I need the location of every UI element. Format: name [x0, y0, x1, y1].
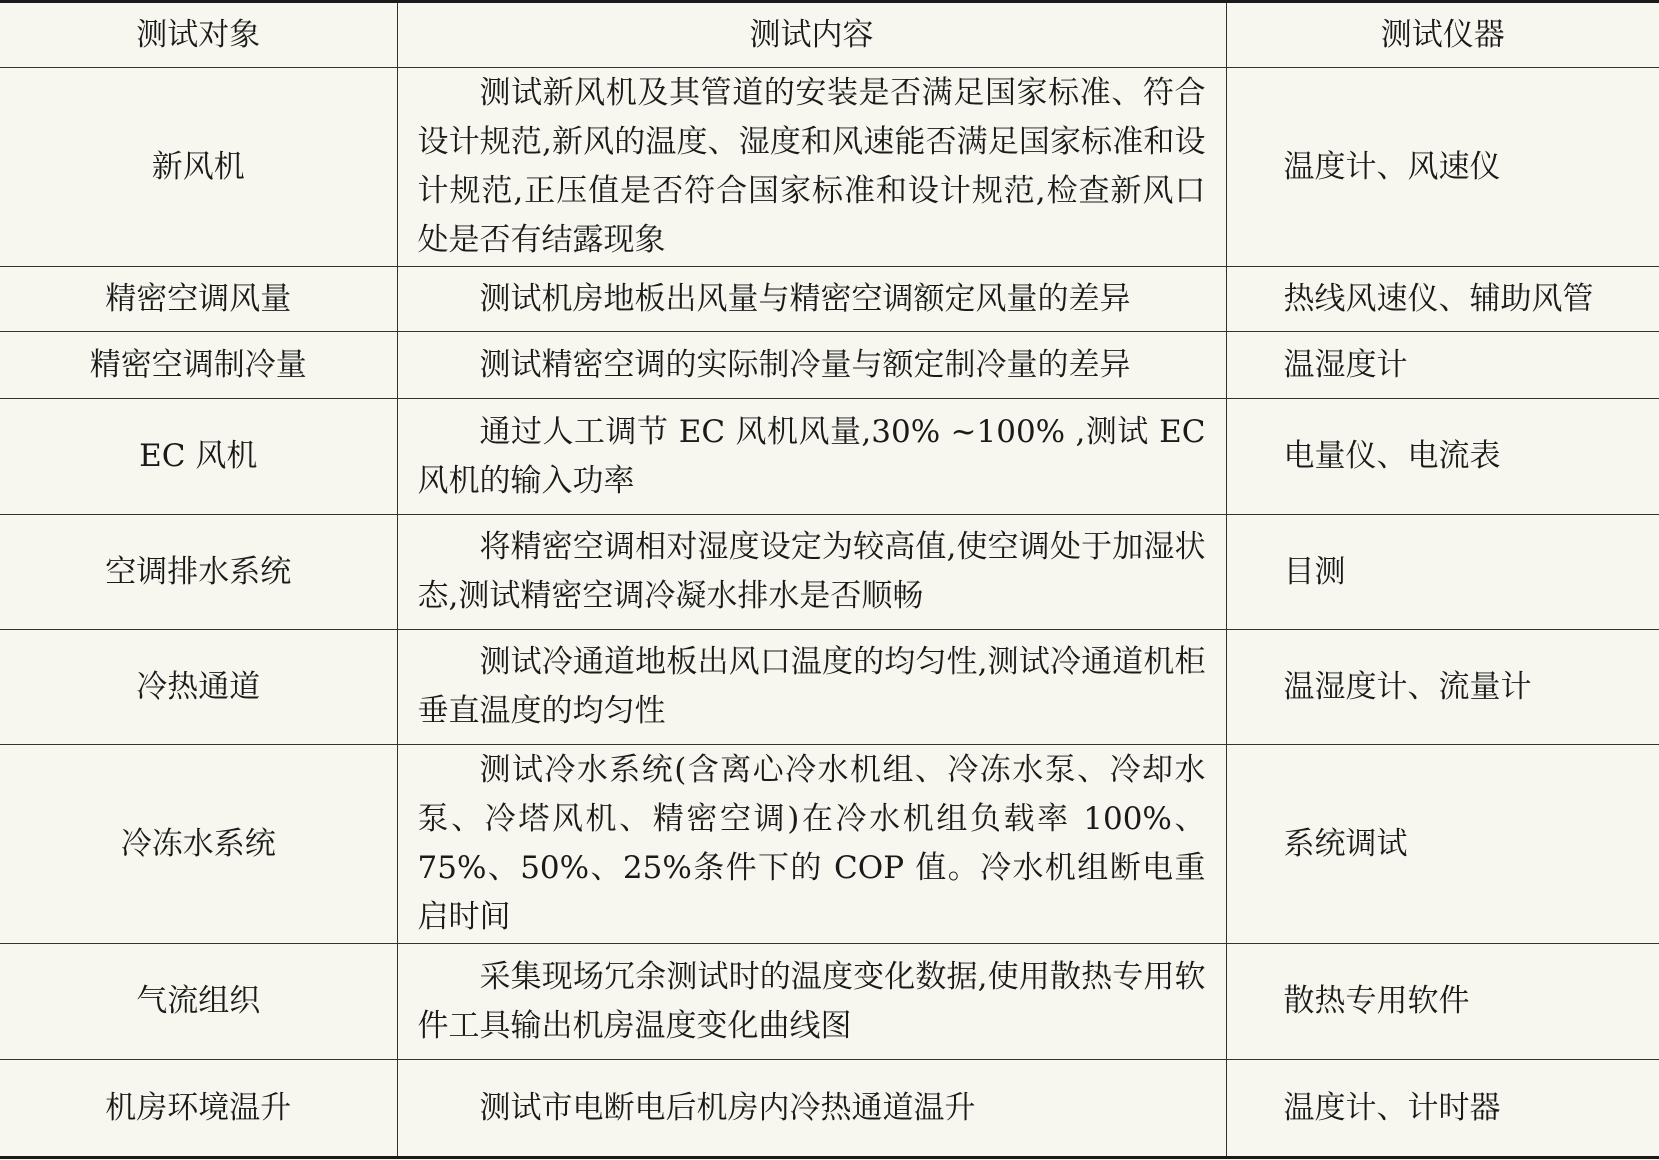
test-content-cell: 测试精密空调的实际制冷量与额定制冷量的差异	[397, 332, 1226, 399]
test-instrument-cell: 系统调试	[1226, 745, 1659, 944]
test-object-cell: 冷热通道	[0, 630, 397, 745]
test-object-cell: 空调排水系统	[0, 515, 397, 630]
test-instrument-cell: 热线风速仪、辅助风管	[1226, 267, 1659, 332]
test-instrument-cell: 温湿度计	[1226, 332, 1659, 399]
test-content-cell: 将精密空调相对湿度设定为较高值,使空调处于加湿状态,测试精密空调冷凝水排水是否顺畅	[397, 515, 1226, 630]
test-object-cell: 机房环境温升	[0, 1060, 397, 1158]
header-test-instrument: 测试仪器	[1226, 2, 1659, 68]
header-test-content: 测试内容	[397, 2, 1226, 68]
header-test-object: 测试对象	[0, 2, 397, 68]
table-row	[0, 630, 1659, 745]
table-row	[0, 267, 1659, 332]
test-content-cell: 测试冷通道地板出风口温度的均匀性,测试冷通道机柜垂直温度的均匀性	[397, 630, 1226, 745]
test-content-cell: 测试冷水系统(含离心冷水机组、冷冻水泵、冷却水泵、冷塔风机、精密空调)在冷水机组负载率 100%、75%、50%、25%条件下的 COP 值。冷水机组断电重启时间	[397, 745, 1226, 944]
test-object-cell: 气流组织	[0, 944, 397, 1060]
table-row	[0, 1060, 1659, 1158]
test-content-cell: 采集现场冗余测试时的温度变化数据,使用散热专用软件工具输出机房温度变化曲线图	[397, 944, 1226, 1060]
table-row	[0, 399, 1659, 515]
table-row	[0, 332, 1659, 399]
test-content-cell: 测试新风机及其管道的安装是否满足国家标准、符合设计规范,新风的温度、湿度和风速能否满足国家标准和设计规范,正压值是否符合国家标准和设计规范,检查新风口处是否有结露现象	[397, 68, 1226, 267]
test-instrument-cell: 温度计、计时器	[1226, 1060, 1659, 1158]
test-instrument-cell: 电量仪、电流表	[1226, 399, 1659, 515]
test-object-cell: 精密空调制冷量	[0, 332, 397, 399]
test-content-cell: 通过人工调节 EC 风机风量,30% ~100% ,测试 EC 风机的输入功率	[397, 399, 1226, 515]
test-instrument-cell: 温度计、风速仪	[1226, 68, 1659, 267]
test-content-cell: 测试市电断电后机房内冷热通道温升	[397, 1060, 1226, 1158]
test-object-cell: EC 风机	[0, 399, 397, 515]
test-instrument-cell: 温湿度计、流量计	[1226, 630, 1659, 745]
test-content-cell: 测试机房地板出风量与精密空调额定风量的差异	[397, 267, 1226, 332]
table-row	[0, 68, 1659, 267]
test-instrument-cell: 散热专用软件	[1226, 944, 1659, 1060]
table-row	[0, 944, 1659, 1060]
table-row	[0, 515, 1659, 630]
test-object-cell: 新风机	[0, 68, 397, 267]
test-instrument-cell: 目测	[1226, 515, 1659, 630]
table-row	[0, 745, 1659, 944]
test-object-cell: 精密空调风量	[0, 267, 397, 332]
test-object-cell: 冷冻水系统	[0, 745, 397, 944]
table-header-row	[0, 2, 1659, 68]
